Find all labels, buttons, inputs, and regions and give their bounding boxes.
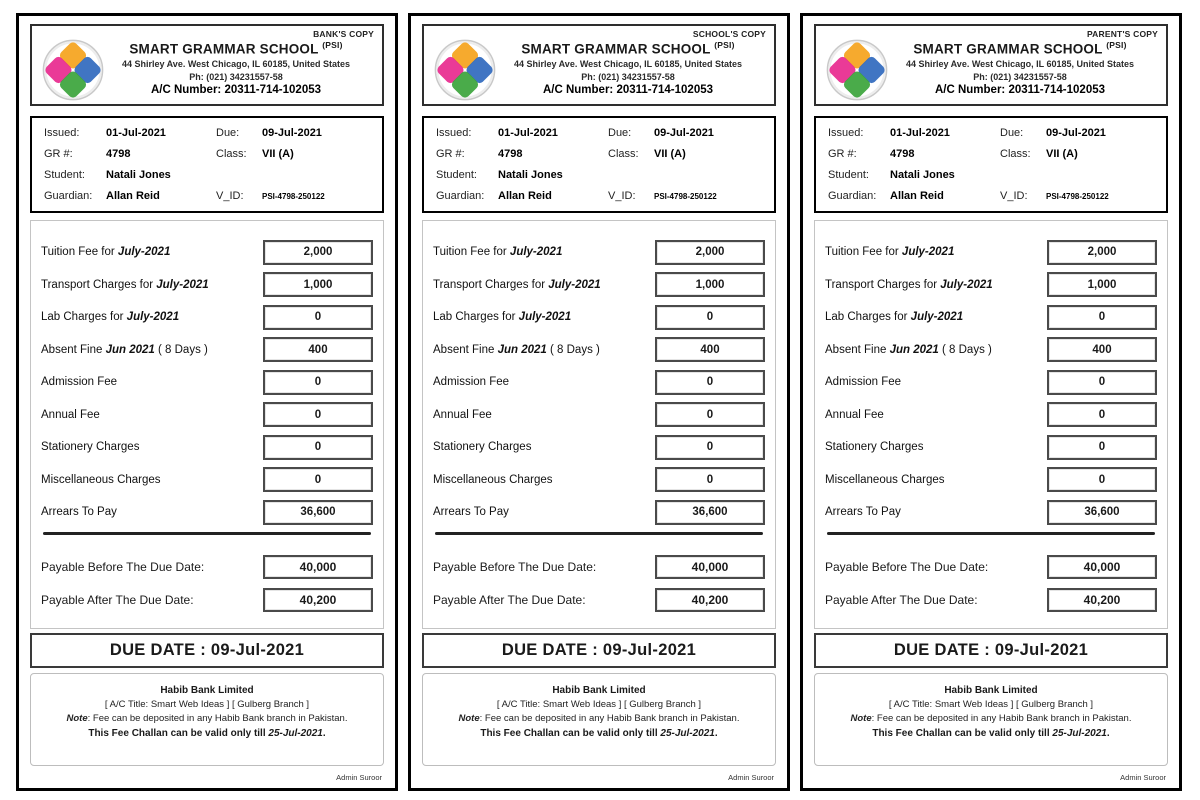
- fee-label-text: Stationery Charges: [433, 441, 532, 453]
- validity-line: [431, 726, 767, 741]
- fee-label-month: July-2021: [156, 278, 209, 291]
- issued-label: Issued:: [436, 126, 472, 139]
- fee-value-box: 400: [655, 337, 765, 362]
- fee-label-suffix: ( 8 Days ): [546, 343, 600, 356]
- admin-signature: Admin Suroor: [1120, 773, 1166, 782]
- due-label: Due:: [608, 126, 632, 139]
- fee-value-box: 36,600: [263, 500, 373, 525]
- fee-row: [41, 435, 373, 460]
- fee-row-label: [41, 311, 179, 323]
- fee-label-text: Absent Fine: [41, 343, 106, 356]
- fee-row: [433, 435, 765, 460]
- fee-row-label: [825, 246, 954, 258]
- payable-after-value: 40,200: [655, 588, 765, 612]
- fee-label-suffix: ( 8 Days ): [154, 343, 208, 356]
- fee-row-label: [825, 376, 901, 388]
- fee-row: [825, 402, 1157, 427]
- fee-value-box: 0: [263, 305, 373, 330]
- fee-row: [41, 240, 373, 265]
- challan-header: [30, 24, 384, 106]
- fee-row: [825, 337, 1157, 362]
- fee-label-suffix: ( 8 Days ): [938, 343, 992, 356]
- student-name: Natali Jones: [498, 168, 563, 181]
- validity-date: 25-Jul-2021: [1052, 728, 1107, 739]
- payable-before-label: Payable Before The Due Date:: [41, 560, 205, 574]
- payable-after-value: 40,200: [1047, 588, 1157, 612]
- fee-detail-box: [814, 220, 1168, 630]
- class-value: VII (A): [1046, 147, 1078, 160]
- fee-row-label: [41, 376, 117, 388]
- bank-footer-box: [30, 673, 384, 767]
- fee-row-label: [825, 506, 901, 518]
- note-word: Note: [850, 712, 872, 724]
- fee-label-text: Miscellaneous Charges: [41, 473, 161, 486]
- fee-row-label: [825, 279, 993, 291]
- fee-row: [41, 272, 373, 297]
- fee-rows: [41, 240, 373, 533]
- payable-before-value: 40,000: [655, 555, 765, 579]
- deposit-note: [431, 712, 767, 726]
- fee-value-box: 0: [263, 402, 373, 427]
- admin-signature: Admin Suroor: [336, 773, 382, 782]
- fee-value-box: 0: [655, 305, 765, 330]
- voucher-id: PSI-4798-250122: [262, 191, 325, 201]
- class-value: VII (A): [262, 147, 294, 160]
- due-date: 09-Jul-2021: [654, 126, 714, 139]
- payable-after-label: Payable After The Due Date:: [825, 593, 978, 607]
- fee-row-label: [433, 474, 553, 486]
- school-name-suffix: (PSI): [714, 40, 735, 50]
- deposit-note: [823, 712, 1159, 726]
- payable-after-row: [41, 588, 373, 612]
- fee-value-box: 1,000: [655, 272, 765, 297]
- fee-challan-card: [408, 13, 790, 791]
- fee-row-label: [41, 506, 117, 518]
- guardian-label: Guardian:: [436, 189, 485, 202]
- fee-row: [825, 272, 1157, 297]
- fee-value-box: 0: [1047, 305, 1157, 330]
- due-date: 09-Jul-2021: [262, 126, 322, 139]
- fee-label-text: Annual Fee: [41, 408, 100, 421]
- fee-value-box: 400: [263, 337, 373, 362]
- school-name: [882, 40, 1158, 57]
- fee-row: [433, 337, 765, 362]
- issued-date: 01-Jul-2021: [106, 126, 166, 139]
- section-divider: [827, 532, 1155, 535]
- fee-row: [825, 240, 1157, 265]
- account-number: A/C Number: 20311-714-102053: [150, 83, 322, 96]
- school-logo-icon: [826, 39, 888, 101]
- account-number: A/C Number: 20311-714-102053: [934, 83, 1106, 96]
- fee-label-month: July-2021: [518, 311, 572, 323]
- note-word: Note: [458, 712, 480, 724]
- fee-row: [825, 500, 1157, 525]
- fee-value-box: 0: [1047, 467, 1157, 492]
- guardian-name: Allan Reid: [498, 189, 552, 202]
- bank-footer-box: [814, 673, 1168, 767]
- fee-value-box: 0: [655, 435, 765, 460]
- fee-label-text: Arrears To Pay: [825, 506, 901, 518]
- class-value: VII (A): [654, 147, 686, 160]
- bank-branch-line: [ A/C Title: Smart Web Ideas ] [ Gulberg Branch ]: [104, 698, 310, 710]
- issued-label: Issued:: [44, 126, 80, 139]
- fee-label-text: Transport Charges for: [41, 278, 157, 291]
- gr-number: 4798: [498, 147, 523, 160]
- due-date-banner-text: DUE DATE : 09-Jul-2021: [893, 640, 1089, 659]
- bank-name: Habib Bank Limited: [160, 684, 254, 696]
- due-label: Due:: [216, 126, 240, 139]
- school-address: 44 Shirley Ave. West Chicago, IL 60185, United States: [121, 59, 351, 69]
- fee-row: [433, 402, 765, 427]
- vid-label: V_ID:: [216, 189, 244, 202]
- fee-row-label: [825, 474, 945, 486]
- school-name-text: SMART GRAMMAR SCHOOL: [129, 41, 319, 57]
- bank-name: Habib Bank Limited: [552, 684, 646, 696]
- fee-value-box: 1,000: [263, 272, 373, 297]
- due-date-banner-text: DUE DATE : 09-Jul-2021: [501, 640, 697, 659]
- school-address: 44 Shirley Ave. West Chicago, IL 60185, United States: [513, 59, 743, 69]
- note-text: : Fee can be deposited in any Habib Bank branch in Pakistan.: [87, 712, 348, 724]
- school-name-suffix: (PSI): [322, 40, 343, 50]
- fee-row-label: [825, 311, 963, 323]
- fee-label-text: Tuition Fee for: [41, 246, 118, 258]
- fee-row: [41, 305, 373, 330]
- fee-label-month: July-2021: [117, 246, 171, 258]
- fee-value-box: 0: [655, 370, 765, 395]
- fee-value-box: 0: [1047, 370, 1157, 395]
- fee-row: [41, 402, 373, 427]
- gr-number: 4798: [106, 147, 131, 160]
- validity-line: [39, 726, 375, 741]
- guardian-name: Allan Reid: [890, 189, 944, 202]
- challan-header: [422, 24, 776, 106]
- fee-row-label: [41, 409, 100, 421]
- fee-label-month: July-2021: [940, 278, 993, 291]
- fee-label-text: Transport Charges for: [825, 278, 941, 291]
- payable-after-value: 40,200: [263, 588, 373, 612]
- fee-label-month: July-2021: [126, 311, 180, 323]
- gr-number: 4798: [890, 147, 915, 160]
- account-number: A/C Number: 20311-714-102053: [542, 83, 714, 96]
- fee-value-box: 0: [1047, 435, 1157, 460]
- fee-row: [825, 467, 1157, 492]
- fee-row: [433, 240, 765, 265]
- vid-label: V_ID:: [1000, 189, 1028, 202]
- admin-signature: Admin Suroor: [728, 773, 774, 782]
- gr-label: GR #:: [828, 147, 857, 160]
- fee-row-label: [433, 409, 492, 421]
- fee-challan-card: [16, 13, 398, 791]
- fee-row-label: [41, 246, 170, 258]
- fee-label-text: Lab Charges for: [433, 311, 519, 323]
- payable-before-row: [41, 555, 373, 579]
- validity-period: .: [1106, 728, 1110, 739]
- fee-label-text: Admission Fee: [825, 376, 902, 388]
- due-date-banner: [814, 633, 1168, 668]
- gr-label: GR #:: [436, 147, 465, 160]
- fee-row: [433, 500, 765, 525]
- copy-type-label: BANK'S COPY: [313, 29, 374, 39]
- guardian-name: Allan Reid: [106, 189, 160, 202]
- fee-label-month: July-2021: [901, 246, 955, 258]
- fee-label-text: Tuition Fee for: [433, 246, 510, 258]
- fee-label-text: Miscellaneous Charges: [825, 473, 945, 486]
- due-label: Due:: [1000, 126, 1024, 139]
- voucher-id: PSI-4798-250122: [1046, 191, 1109, 201]
- fee-label-text: Stationery Charges: [825, 441, 924, 453]
- fee-label-text: Arrears To Pay: [41, 506, 117, 518]
- fee-rows: [825, 240, 1157, 533]
- fee-row: [433, 370, 765, 395]
- fee-value-box: 0: [263, 435, 373, 460]
- class-label: Class:: [1000, 147, 1031, 160]
- school-phone: Ph: (021) 34231557-58: [973, 71, 1067, 82]
- fee-row-label: [433, 441, 531, 453]
- payable-before-label: Payable Before The Due Date:: [825, 560, 989, 574]
- payable-before-row: [825, 555, 1157, 579]
- fee-row-label: [433, 246, 562, 258]
- school-address: 44 Shirley Ave. West Chicago, IL 60185, United States: [905, 59, 1135, 69]
- fee-row-label: [433, 376, 509, 388]
- vid-label: V_ID:: [608, 189, 636, 202]
- school-name-text: SMART GRAMMAR SCHOOL: [521, 41, 711, 57]
- fee-value-box: 0: [655, 402, 765, 427]
- note-text: : Fee can be deposited in any Habib Bank branch in Pakistan.: [871, 712, 1132, 724]
- fee-label-text: Stationery Charges: [41, 441, 140, 453]
- validity-period: .: [322, 728, 326, 739]
- fee-row-label: [433, 311, 571, 323]
- fee-challan-card: [800, 13, 1182, 791]
- validity-text: This Fee Challan can be valid only till: [88, 728, 269, 739]
- fee-row: [41, 500, 373, 525]
- bank-footer-box: [422, 673, 776, 767]
- fee-row-label: [433, 344, 600, 356]
- payable-after-row: [825, 588, 1157, 612]
- fee-row-label: [41, 279, 209, 291]
- student-label: Student:: [436, 168, 477, 181]
- student-label: Student:: [44, 168, 85, 181]
- fee-value-box: 2,000: [263, 240, 373, 265]
- validity-period: .: [714, 728, 718, 739]
- payable-before-label: Payable Before The Due Date:: [433, 560, 597, 574]
- fee-value-box: 0: [263, 370, 373, 395]
- class-label: Class:: [608, 147, 639, 160]
- fee-value-box: 36,600: [1047, 500, 1157, 525]
- fee-row-label: [433, 506, 509, 518]
- payable-after-label: Payable After The Due Date:: [41, 593, 194, 607]
- bank-branch-line: [ A/C Title: Smart Web Ideas ] [ Gulberg Branch ]: [496, 698, 702, 710]
- fee-label-text: Admission Fee: [433, 376, 510, 388]
- payable-before-row: [433, 555, 765, 579]
- school-name-suffix: (PSI): [1106, 40, 1127, 50]
- deposit-note: [39, 712, 375, 726]
- fee-value-box: 36,600: [655, 500, 765, 525]
- student-label: Student:: [828, 168, 869, 181]
- validity-date: 25-Jul-2021: [268, 728, 323, 739]
- fee-value-box: 0: [1047, 402, 1157, 427]
- challan-header: [814, 24, 1168, 106]
- bank-branch-line: [ A/C Title: Smart Web Ideas ] [ Gulberg Branch ]: [888, 698, 1094, 710]
- fee-row: [825, 305, 1157, 330]
- fee-label-month: Jun 2021: [889, 343, 939, 356]
- due-date-banner: [422, 633, 776, 668]
- class-label: Class:: [216, 147, 247, 160]
- due-date-banner: [30, 633, 384, 668]
- fee-label-month: July-2021: [910, 311, 964, 323]
- fee-label-text: Tuition Fee for: [825, 246, 902, 258]
- student-name: Natali Jones: [890, 168, 955, 181]
- validity-text: This Fee Challan can be valid only till: [872, 728, 1053, 739]
- issued-date: 01-Jul-2021: [890, 126, 950, 139]
- school-name: [98, 40, 374, 57]
- student-name: Natali Jones: [106, 168, 171, 181]
- validity-line: [823, 726, 1159, 741]
- school-logo-icon: [434, 39, 496, 101]
- note-text: : Fee can be deposited in any Habib Bank branch in Pakistan.: [479, 712, 740, 724]
- validity-text: This Fee Challan can be valid only till: [480, 728, 661, 739]
- fee-rows: [433, 240, 765, 533]
- fee-row: [433, 272, 765, 297]
- fee-row-label: [433, 279, 601, 291]
- copy-type-label: SCHOOL'S COPY: [692, 29, 766, 39]
- fee-label-text: Annual Fee: [433, 408, 492, 421]
- guardian-label: Guardian:: [828, 189, 877, 202]
- fee-value-box: 2,000: [655, 240, 765, 265]
- fee-row: [433, 305, 765, 330]
- voucher-id: PSI-4798-250122: [654, 191, 717, 201]
- fee-detail-box: [422, 220, 776, 630]
- school-name-text: SMART GRAMMAR SCHOOL: [913, 41, 1103, 57]
- section-divider: [435, 532, 763, 535]
- fee-row: [433, 467, 765, 492]
- fee-label-month: July-2021: [509, 246, 563, 258]
- fee-row-label: [41, 474, 161, 486]
- school-phone: Ph: (021) 34231557-58: [581, 71, 675, 82]
- fee-row: [825, 370, 1157, 395]
- fee-row: [41, 467, 373, 492]
- school-logo-icon: [42, 39, 104, 101]
- payable-before-value: 40,000: [1047, 555, 1157, 579]
- fee-value-box: 0: [655, 467, 765, 492]
- fee-value-box: 400: [1047, 337, 1157, 362]
- fee-label-text: Absent Fine: [825, 343, 890, 356]
- fee-label-text: Annual Fee: [825, 408, 884, 421]
- fee-detail-box: [30, 220, 384, 630]
- fee-value-box: 2,000: [1047, 240, 1157, 265]
- fee-value-box: 0: [263, 467, 373, 492]
- fee-label-text: Lab Charges for: [825, 311, 911, 323]
- fee-row-label: [825, 409, 884, 421]
- section-divider: [43, 532, 371, 535]
- fee-label-month: Jun 2021: [105, 343, 155, 356]
- fee-row-label: [41, 441, 139, 453]
- payable-after-row: [433, 588, 765, 612]
- fee-row: [41, 370, 373, 395]
- school-name: [490, 40, 766, 57]
- fee-label-text: Absent Fine: [433, 343, 498, 356]
- fee-row: [41, 337, 373, 362]
- payable-after-label: Payable After The Due Date:: [433, 593, 586, 607]
- fee-label-text: Lab Charges for: [41, 311, 127, 323]
- issued-label: Issued:: [828, 126, 864, 139]
- fee-value-box: 1,000: [1047, 272, 1157, 297]
- fee-label-text: Admission Fee: [41, 376, 118, 388]
- fee-row-label: [825, 441, 923, 453]
- school-phone: Ph: (021) 34231557-58: [189, 71, 283, 82]
- validity-date: 25-Jul-2021: [660, 728, 715, 739]
- fee-label-text: Transport Charges for: [433, 278, 549, 291]
- student-info-box: [30, 116, 384, 213]
- gr-label: GR #:: [44, 147, 73, 160]
- fee-row: [825, 435, 1157, 460]
- due-date: 09-Jul-2021: [1046, 126, 1106, 139]
- student-info-box: [814, 116, 1168, 213]
- issued-date: 01-Jul-2021: [498, 126, 558, 139]
- payable-before-value: 40,000: [263, 555, 373, 579]
- fee-label-month: July-2021: [548, 278, 601, 291]
- fee-label-month: Jun 2021: [497, 343, 547, 356]
- copy-type-label: PARENT'S COPY: [1086, 29, 1158, 39]
- bank-name: Habib Bank Limited: [944, 684, 1038, 696]
- student-info-box: [422, 116, 776, 213]
- fee-label-text: Miscellaneous Charges: [433, 473, 553, 486]
- note-word: Note: [66, 712, 88, 724]
- due-date-banner-text: DUE DATE : 09-Jul-2021: [109, 640, 305, 659]
- guardian-label: Guardian:: [44, 189, 93, 202]
- fee-label-text: Arrears To Pay: [433, 506, 509, 518]
- fee-row-label: [41, 344, 208, 356]
- fee-row-label: [825, 344, 992, 356]
